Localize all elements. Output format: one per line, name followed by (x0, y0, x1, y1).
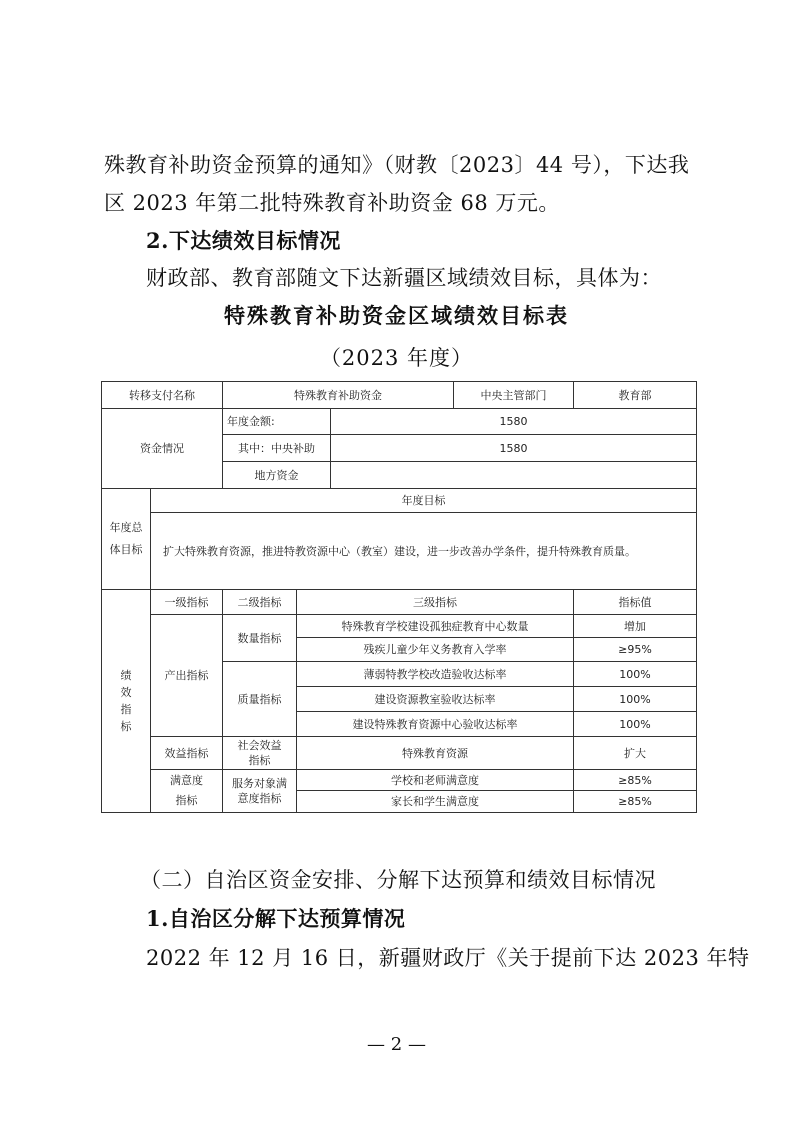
annual-amount-label: 年度金额: (223, 409, 331, 435)
body-line-3: 财政部、教育部随文下达新疆区域绩效目标，具体为： (146, 266, 662, 290)
table-row: 残疾儿童少年义务教育入学率 (297, 638, 574, 662)
indicator-value: ≥95% (574, 638, 697, 662)
table-row: 特殊教育资源 (297, 737, 574, 770)
table-row: 建设特殊教育资源中心验收达标率 (297, 712, 574, 737)
annual-goal-header: 年度目标 (151, 489, 697, 513)
subheading-regional-budget: 1.自治区分解下达预算情况 (146, 906, 406, 931)
central-subsidy-label: 其中：中央补助 (223, 435, 331, 462)
social-benefit-label: 社会效益指标 (223, 737, 297, 770)
body-line-2: 区 2023 年第二批特殊教育补助资金 68 万元。 (104, 191, 560, 215)
satisfaction-indicator-label: 满意度指标 (151, 770, 223, 813)
dept-value: 教育部 (574, 382, 697, 409)
table-row: 薄弱特教学校改造验收达标率 (297, 662, 574, 687)
col-level1: 一级指标 (151, 590, 223, 615)
fund-label: 资金情况 (102, 409, 223, 489)
col-level2: 二级指标 (223, 590, 297, 615)
page-number: — 2 — (367, 1034, 426, 1055)
table-row: 建设资源教室验收达标率 (297, 687, 574, 712)
annual-goal-label: 年度总体目标 (102, 489, 151, 590)
body-line-1: 殊教育补助资金预算的通知》（财教〔2023〕44 号），下达我 (104, 153, 690, 177)
indicator-value: ≥85% (574, 791, 697, 813)
table-row: 家长和学生满意度 (297, 791, 574, 813)
dept-label: 中央主管部门 (454, 382, 574, 409)
local-fund-value (331, 462, 697, 489)
annual-amount-value: 1580 (331, 409, 697, 435)
transfer-name-value: 特殊教育补助资金 (223, 382, 454, 409)
body-line-4: 2022 年 12 月 16 日，新疆财政厅《关于提前下达 2023 年特 (146, 946, 750, 970)
quality-indicator-label: 质量指标 (223, 662, 297, 737)
output-indicator-label: 产出指标 (151, 615, 223, 737)
col-value: 指标值 (574, 590, 697, 615)
central-subsidy-value: 1580 (331, 435, 697, 462)
quantity-indicator-label: 数量指标 (223, 615, 297, 662)
annual-goal-text: 扩大特殊教育资源，推进特教资源中心（教室）建设，进一步改善办学条件，提升特殊教育质量。 (151, 513, 697, 590)
section-heading-2: 2.下达绩效目标情况 (146, 228, 341, 253)
service-satisfaction-label: 服务对象满意度指标 (223, 770, 297, 813)
indicator-value: 100% (574, 712, 697, 737)
table-row: 特殊教育学校建设孤独症教育中心数量 (297, 615, 574, 638)
transfer-name-label: 转移支付名称 (102, 382, 223, 409)
performance-target-table (101, 381, 697, 813)
section-heading-regional: （二）自治区资金安排、分解下达预算和绩效目标情况 (140, 868, 656, 892)
table-title: 特殊教育补助资金区域绩效目标表 (224, 303, 569, 328)
benefit-indicator-label: 效益指标 (151, 737, 223, 770)
table-subtitle: （2023 年度） (319, 346, 474, 370)
indicator-value: ≥85% (574, 770, 697, 791)
indicator-value: 增加 (574, 615, 697, 638)
indicator-value: 扩大 (574, 737, 697, 770)
indicator-value: 100% (574, 687, 697, 712)
local-fund-label: 地方资金 (223, 462, 331, 489)
indicator-value: 100% (574, 662, 697, 687)
col-level3: 三级指标 (297, 590, 574, 615)
table-row: 学校和老师满意度 (297, 770, 574, 791)
performance-indicators-label: 绩效指标 (102, 590, 151, 813)
